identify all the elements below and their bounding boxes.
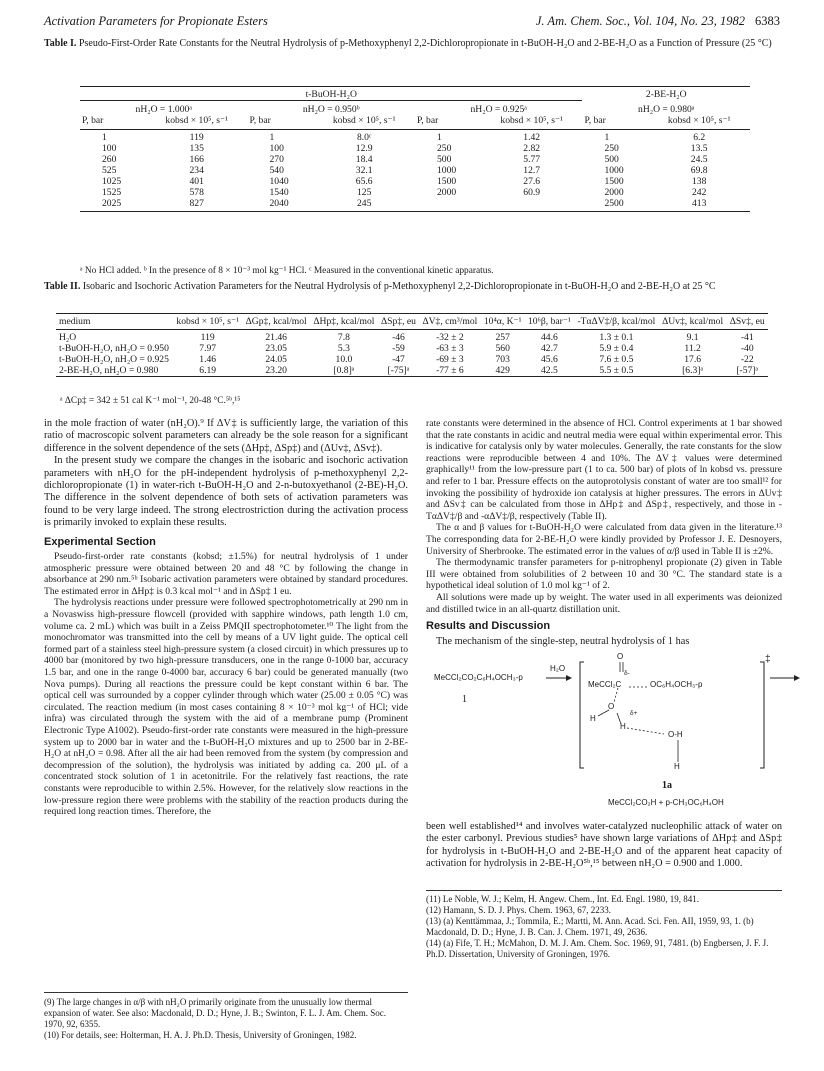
table2-header: 10⁴α, K⁻¹ (483, 316, 522, 327)
table1-row (80, 130, 750, 144)
table1-cell-rate: 135 (189, 143, 204, 154)
table1-cell-rate: 242 (691, 187, 707, 198)
table1-group-2be: 2-BE-H₂O (582, 87, 750, 101)
table2-cell-medium: t-BuOH-H₂O, nH₂O = 0.925 (59, 354, 169, 365)
table2-cell-value: -47 (392, 354, 405, 365)
table1-cell-rate: 413 (691, 198, 707, 209)
table2-header: ΔSp‡, eu (380, 316, 416, 327)
table1-cell-rate: 119 (189, 132, 204, 143)
table1-footnote: ᵃ No HCl added. ᵇ In the presence of 8 × 10⁻³ mol kg⁻¹ HCl. ᶜ Measured in the conventional kinetic apparatus. (80, 266, 494, 276)
table2-cell-value: 429 (495, 365, 510, 376)
table2-cell-value: -63 ± 3 (436, 343, 464, 354)
scheme-ts-h-2: H (620, 722, 626, 731)
table2-row (56, 343, 768, 354)
table2-cell-value: 6.19 (199, 365, 217, 376)
table2-cell-value: 5.9 ± 0.4 (599, 343, 634, 354)
running-head (44, 14, 780, 29)
table1-cell-pressure: 1040 (269, 176, 289, 187)
table2-header: ΔSv‡, eu (729, 316, 765, 327)
table1-cell-rate: 138 (691, 176, 707, 187)
results-heading: Results and Discussion (426, 620, 551, 633)
table1-cell-rate: 27.6 (523, 176, 541, 187)
left-column (44, 418, 408, 818)
table1-cell-rate: 60.9 (523, 187, 541, 198)
table2-header: kobsd × 10⁵, s⁻¹ (176, 316, 239, 327)
table1-cell-rate: 234 (189, 165, 204, 176)
table1-cell-rate: 6.2 (693, 132, 706, 143)
table2-header: -TαΔV‡/β, kcal/mol (577, 316, 656, 327)
table1-cell-pressure: 540 (269, 165, 284, 176)
table2-cell-value: 560 (495, 343, 510, 354)
table1-cell-pressure: 2000 (436, 187, 457, 198)
table2-cell-medium: H₂O (59, 332, 77, 343)
table1-condition-2: nH₂O = 0.950ᵇ (302, 104, 360, 115)
table1-cell-pressure: 1500 (436, 176, 457, 187)
running-head-journal-block (536, 14, 780, 29)
table1-cell-pressure: 100 (102, 143, 117, 154)
table2-cell-medium: t-BuOH-H₂O, nH₂O = 0.950 (59, 343, 169, 354)
table2-cell-value: -46 (392, 332, 405, 343)
table1-cell-rate: 12.7 (523, 165, 541, 176)
table1-cell-pressure: 1000 (436, 165, 457, 176)
table1-col-k: kobsd × 10⁵, s⁻¹ (500, 115, 563, 126)
table1-col-k: kobsd × 10⁵, s⁻¹ (667, 115, 731, 126)
left-footnotes (44, 997, 408, 1041)
scheme-ts-delta-plus: δ+ (630, 710, 638, 717)
table1-row (80, 143, 750, 154)
table2-cell-value: 7.6 ± 0.5 (599, 354, 634, 365)
right-paragraph-3: The thermodynamic transfer parameters for p-nitrophenyl propionate (2) given in Table III were obtained from solubilities of 2 between 10 and 30 °C. The standard state is a hypothetical ideal solution of 1.0 mol kg⁻¹ of 2. (426, 557, 782, 592)
table1-cell-rate: 2.82 (523, 143, 541, 154)
scheme-ts-oxygen: O (617, 652, 624, 661)
table1-cell-pressure: 2040 (269, 198, 289, 209)
table1-cell-pressure: 250 (604, 143, 619, 154)
table2-cell-value: 119 (200, 332, 215, 343)
table1-row (80, 165, 750, 176)
reference-item: (12) Hamann, S. D. J. Phys. Chem. 1963, 67, 2233. (426, 905, 611, 915)
table1-cell-pressure: 2025 (102, 198, 122, 209)
table2-cell-value: -32 ± 2 (436, 332, 464, 343)
table2-row (56, 365, 768, 377)
table1-cell-rate: 5.77 (523, 154, 541, 165)
table2-cell-medium: 2-BE-H₂O, nH₂O = 0.980 (59, 365, 159, 376)
table2-row (56, 330, 768, 344)
right-column (426, 418, 782, 648)
table1-caption-label: Table I. (44, 38, 77, 49)
table2-cell-value: -40 (740, 343, 754, 354)
table2-cell-value: 45.6 (540, 354, 558, 365)
table2-cell-value: 7.8 (337, 332, 350, 343)
table2-cell-value: 7.97 (199, 343, 217, 354)
table1-cell-rate: 18.4 (355, 154, 373, 165)
scheme-products: MeCCl₂CO₂H + p-CH₃OC₆H₄OH (608, 798, 724, 807)
running-head-journal: J. Am. Chem. Soc., Vol. 104, No. 23, 1982 (535, 14, 745, 28)
table2-caption (44, 281, 784, 293)
table2-cell-value: 9.1 (686, 332, 699, 343)
table2-cell-value: [6.3]ᵃ (682, 365, 704, 376)
table1-cell-rate (481, 198, 583, 212)
table1 (80, 86, 750, 212)
table2-cell-value: 257 (495, 332, 510, 343)
table1-cell-pressure: 1025 (102, 176, 122, 187)
scheme-ts-left: MeCCl₂C (588, 680, 622, 689)
table2-cell-value: 23.20 (265, 365, 287, 376)
table1-cell-rate: 401 (189, 176, 204, 187)
table1-cell-rate: 24.5 (690, 154, 708, 165)
table1-cell-pressure: 1000 (604, 165, 624, 176)
reference-item: (14) (a) Fife, T. H.; McMahon, D. M. J. Am. Chem. Soc. 1969, 91, 7481. (b) Engbersen, J. F. J. Ph.D. Dissertation, University of Groningen, 1976. (426, 938, 769, 959)
table2-cell-value: -22 (740, 354, 754, 365)
table1-cell-rate: 8.0ᶜ (356, 132, 372, 143)
table2-header: ΔGp‡, kcal/mol (245, 316, 307, 327)
table1-cell-pressure (415, 198, 481, 212)
table1-caption-text: Pseudo-First-Order Rate Constants for the Neutral Hydrolysis of p-Methoxyphenyl 2,2-Dichloropropionate in t-BuOH-H₂O and 2-BE-H₂O as a Function of Pressure (25 °C) (78, 38, 772, 49)
table2-cell-value: 5.5 ± 0.5 (599, 365, 634, 376)
scheme-arrow-label: H₂O (550, 664, 566, 673)
table1-row (80, 176, 750, 187)
left-paragraph-1: in the mole fraction of water (nH₂O).⁹ If ΔV‡ is sufficiently large, the variation of this ratio of macroscopic solvent parameters can already be the sole reason for a significant difference in the solvent dependence of the sets (ΔHp‡, ΔSp‡) and (ΔUv‡, ΔSv‡). (44, 418, 408, 454)
reference-item: (13) (a) Kenttämmaa, J.; Tommila, E.; Martti, M. Ann. Acad. Sci. Fen. AII, 1959, 93, 1. (b) Macdonald, D. D.; Hyne, J. B. Can. J. Chem. 1971, 49, 2636. (426, 916, 754, 937)
reaction-scheme (434, 652, 814, 818)
footnote-9: (9) The large changes in α/β with nH₂O primarily originate from the unusually low thermal expansion of water. See also: Macdonald, D. D.; Hyne, J. B.; Swinton, F. L. J. Am. Chem. Soc. 1970, 92, 6355. (44, 997, 386, 1029)
table1-cell-rate: 1.42 (523, 132, 541, 143)
scheme-reactant: MeCCl₂CO₂C₆H₄OCH₃-p (434, 673, 523, 682)
table1-cell-rate: 69.8 (690, 165, 708, 176)
table2-cell-value: 23.05 (265, 343, 287, 354)
page-number: 6383 (755, 14, 780, 28)
right-column-lower (426, 821, 782, 871)
running-head-title: Activation Parameters for Propionate Esters (44, 14, 268, 28)
scheme-label-1: 1 (462, 694, 467, 705)
table1-condition-4: nH₂O = 0.980ᵃ (638, 103, 695, 115)
footnote-10: (10) For details, see: Holterman, H. A. J. Ph.D. Thesis, University of Groningen, 1982. (44, 1030, 357, 1040)
table1-cell-pressure: 525 (102, 165, 117, 176)
scheme-ts-oh: O-H (668, 730, 683, 739)
table1-group-tbuoh: t-BuOH-H₂O (80, 87, 582, 101)
table1-cell-pressure: 260 (102, 154, 117, 165)
table2-header: 10⁶β, bar⁻¹ (527, 316, 571, 327)
right-paragraph-4: All solutions were made up by weight. The water used in all experiments was deionized and distilled twice in an all-quartz distillation unit. (426, 591, 782, 615)
table1-cell-pressure: 1 (102, 132, 107, 143)
table2-header-row (56, 314, 768, 330)
table1-cell-pressure: 1 (269, 132, 275, 143)
table1-col-p: P, bar (249, 115, 271, 126)
left-paragraph-2: In the present study we compare the changes in the isobaric and isochoric activation parameters with nH₂O for the pH-independent hydrolysis of p-methoxyphenyl 2,2-dichloropropionate (1) in water-rich t-BuOH-H₂O and 2-n-butoxyethanol (2-BE)-H₂O. The difference in the solvent dependence of both sets of activation parameters was found to be very large indeed. The strong electrostriction during the activation process is primarily invoked to explain these results. (44, 455, 408, 529)
table2-cell-value: [-75]ᵃ (387, 365, 410, 376)
table1-row (80, 154, 750, 165)
table2-caption-text: Isobaric and Isochoric Activation Parameters for the Neutral Hydrolysis of p-Methoxyphenyl 2,2-Dichloropropionate in t-BuOH-H₂O and 2-BE-H₂O at 25 °C (82, 281, 716, 292)
table2-cell-value: 1.3 ± 0.1 (599, 332, 634, 343)
table2-cell-value: 24.05 (265, 354, 287, 365)
table2-cell-value: 42.7 (540, 343, 558, 354)
table1-cell-rate: 12.9 (355, 143, 373, 154)
table1-col-p: P, bar (584, 115, 606, 126)
table1-col-k: kobsd × 10⁵, s⁻¹ (165, 115, 228, 126)
right-paragraph-5: The mechanism of the single-step, neutral hydrolysis of 1 has (436, 635, 690, 647)
table2-cell-value: -41 (740, 332, 754, 343)
table1-cell-rate: 166 (189, 154, 204, 165)
table1-cell-pressure: 250 (436, 143, 452, 154)
table1-cell-rate: 827 (189, 198, 204, 209)
table1-cell-pressure: 270 (269, 154, 284, 165)
table2-body (56, 330, 768, 377)
table1-cell-rate: 32.1 (355, 165, 373, 176)
table2-cell-value: 17.6 (684, 354, 702, 365)
right-references (426, 894, 782, 960)
table1-body (80, 130, 750, 212)
table1-cell-pressure: 2500 (604, 198, 624, 209)
right-paragraph-2: The α and β values for t-BuOH-H₂O were calculated from data given in the literature.¹³ The corresponding data for 2-BE-H₂O were kindly provided by Professor J. E. Desnoyers, University of Sherbrooke. The estimated error in the values of α/β used in Table II is ±2%. (426, 522, 782, 557)
table2-cell-value: 10.0 (335, 354, 353, 365)
table2-row (56, 354, 768, 365)
right-footnote-divider (426, 890, 782, 891)
table2-cell-value: 44.6 (540, 332, 558, 343)
table2-cell-value: 21.46 (265, 332, 287, 343)
table2-cell-value: 1.46 (199, 354, 217, 365)
table2-header: ΔHp‡, kcal/mol (313, 316, 375, 327)
table2-footnote: ᵃ ΔCp‡ = 342 ± 51 cal K⁻¹ mol⁻¹, 20-48 °C.⁵ᵇ,¹⁵ (60, 396, 241, 406)
scheme-ts-delta-minus: δ- (624, 670, 630, 677)
table1-cell-rate: 578 (189, 187, 204, 198)
table1-cell-pressure: 500 (436, 154, 452, 165)
experimental-heading: Experimental Section (44, 535, 156, 548)
left-paragraph-3: Pseudo-first-order rate constants (kobsd; ±1.5%) for neutral hydrolysis of 1 under atmospheric pressure were obtained between 20 and 48 °C by following the change in absorbance at 290 nm.⁵ᵇ Isobaric activation parameters were obtained by standard procedures. The estimated error in ΔHp‡ is 0.3 kcal mol⁻¹ and in ΔSp‡ 1 eu. (44, 551, 408, 597)
right-paragraph-6: been well established¹⁴ and involves water-catalyzed nucleophilic attack of water on the ester carbonyl. Previous studies⁵ have shown large variations of ΔHp‡ and ΔSp‡ for hydrolysis in t-BuOH-H₂O and 2-BE-H₂O and of the apparent heat capacity of activation for hydrolysis in 2-BE-H₂O⁵ᵇ,¹⁵ between nH₂O = 0.900 and 1.000. (426, 821, 782, 870)
scheme-lines (434, 658, 814, 818)
table2 (56, 313, 768, 377)
table2-cell-value: -59 (392, 343, 405, 354)
table1-cell-pressure: 1 (604, 132, 610, 143)
left-paragraph-4: The hydrolysis reactions under pressure were followed spectrophotometrically at 290 nm in a Novaswiss high-pressure flowcell (provided with sapphire windows, path length 1.0 cm, volume ca. 2 mL) which was built in a Zeiss PMQII spectrophotometer.¹⁰ The light from the monochromator was transmitted into the cell by means of a UV light guide. The optical cell formed part of a stainless steel high-pressure system (a closed circuit) in which pressures up to 4000 bar (monitored by two high-pressure transducers, one in the range 0-1000 bar, accuracy 1.5 bar, and one in the range 0-4000 bar, accuracy 6 bar) could be generated manually (two Nova pumps). During all reactions the pressure could be kept constant within 6 bar. The optical cell was surrounded by a copper cylinder through which water (25.00 ± 0.05 °C) was circulated. The reaction medium (in most cases containing 8 × 10⁻³ mol kg⁻¹ of HCl; vide infra) was circulated through the system with the aid of a membrane pump (Prominent Electronic Type A1002). Pseudo-first-order rate constants were measured in the high-pressure system up to 2000 bar in water and the t-BuOH-H₂O mixtures and up to 2500 bar in 2-BE-H₂O at nH₂O = 0.98. After all the air had been removed from the system (by compression and decompression of the solution), the hydrolysis was initiated by adding ca. 200 μL of a concentrated stock solution of 1 in acetonitrile. For the relatively fast reactions, the rate constants were reproducible to within 2.5%. However, for the relatively slow reactions in the low-pressure region there were problems with the stability of the reaction products during the required long reaction times. Therefore, the (44, 597, 408, 818)
table2-cell-value: 703 (495, 354, 510, 365)
table1-cell-pressure: 1 (436, 132, 442, 143)
table2-header: ΔV‡, cm³/mol (422, 316, 478, 327)
table1-row (80, 187, 750, 198)
table2-header: ΔUv‡, kcal/mol (662, 316, 724, 327)
table2-header: medium (59, 316, 91, 327)
table1-cell-rate: 125 (356, 187, 372, 198)
scheme-ts-h-1: H (590, 714, 596, 723)
table1-cell-pressure: 2000 (604, 187, 624, 198)
scheme-ts-dagger: ‡ (765, 654, 771, 665)
table1-cell-pressure: 100 (269, 143, 284, 154)
table1-col-p: P, bar (82, 115, 104, 126)
table1-condition-3: nH₂O = 0.925ᵃ (470, 104, 527, 115)
table2-cell-value: -69 ± 3 (436, 354, 464, 365)
table1-row (80, 198, 750, 212)
table1-cell-pressure: 500 (604, 154, 619, 165)
reference-item: (11) Le Noble, W. J.; Kelm, H. Angew. Chem., Int. Ed. Engl. 1980, 19, 841. (426, 894, 700, 904)
table2-cell-value: 11.2 (684, 343, 701, 354)
table1-cell-rate: 245 (356, 198, 372, 209)
table1-condition-1: nH₂O = 1.000ᵃ (135, 104, 192, 115)
scheme-ts-h-3: H (674, 762, 680, 771)
table1-col-k: kobsd × 10⁵, s⁻¹ (332, 115, 396, 126)
table1-cell-pressure: 1540 (269, 187, 289, 198)
table1-caption (44, 38, 784, 50)
table1-cell-pressure: 1525 (102, 187, 122, 198)
scheme-ts-right: OC₆H₄OCH₃-p (650, 680, 703, 689)
scheme-label-1a: 1a (662, 780, 672, 791)
table2-cell-value: [-57]ᵃ (736, 365, 759, 376)
footnote-divider (44, 992, 408, 993)
table1-cell-rate: 65.6 (355, 176, 373, 187)
table2-cell-value: [0.8]ᵃ (333, 365, 355, 376)
table2-cell-value: 5.3 (337, 343, 350, 354)
scheme-ts-oxygen-2: O (608, 702, 615, 711)
table2-caption-label: Table II. (44, 281, 81, 292)
table1-col-p: P, bar (416, 115, 439, 126)
right-paragraph-1: rate constants were determined in the absence of HCl. Control experiments at 1 bar showed that the rate constants in acidic and neutral media were equal within experimental error. This is indicative for catalysis only by water molecules. Generally, the rate constants for the slow reactions were reproducible between 4 and 10%. The ΔV‡ values were determined graphically¹¹ from the low-pressure part (1 to ca. 500 bar) of plots of ln kobsd vs. pressure and refer to 1 bar. Pressure effects on the autoprotolysis constant of water are too small¹² for invoking the possibility of hydroxide ion catalysis at higher pressures. The errors in ΔUv‡ and ΔSv‡ can be calculated from those in ΔHp‡ and ΔSp‡, respectively, and those in -TαΔV‡/β and -αΔV‡/β, respectively (Table II). (426, 418, 782, 522)
table2-cell-value: -77 ± 6 (436, 365, 464, 376)
table1-cell-rate: 13.5 (690, 143, 708, 154)
table2-cell-value: 42.5 (540, 365, 558, 376)
table1-cell-pressure: 1500 (604, 176, 624, 187)
